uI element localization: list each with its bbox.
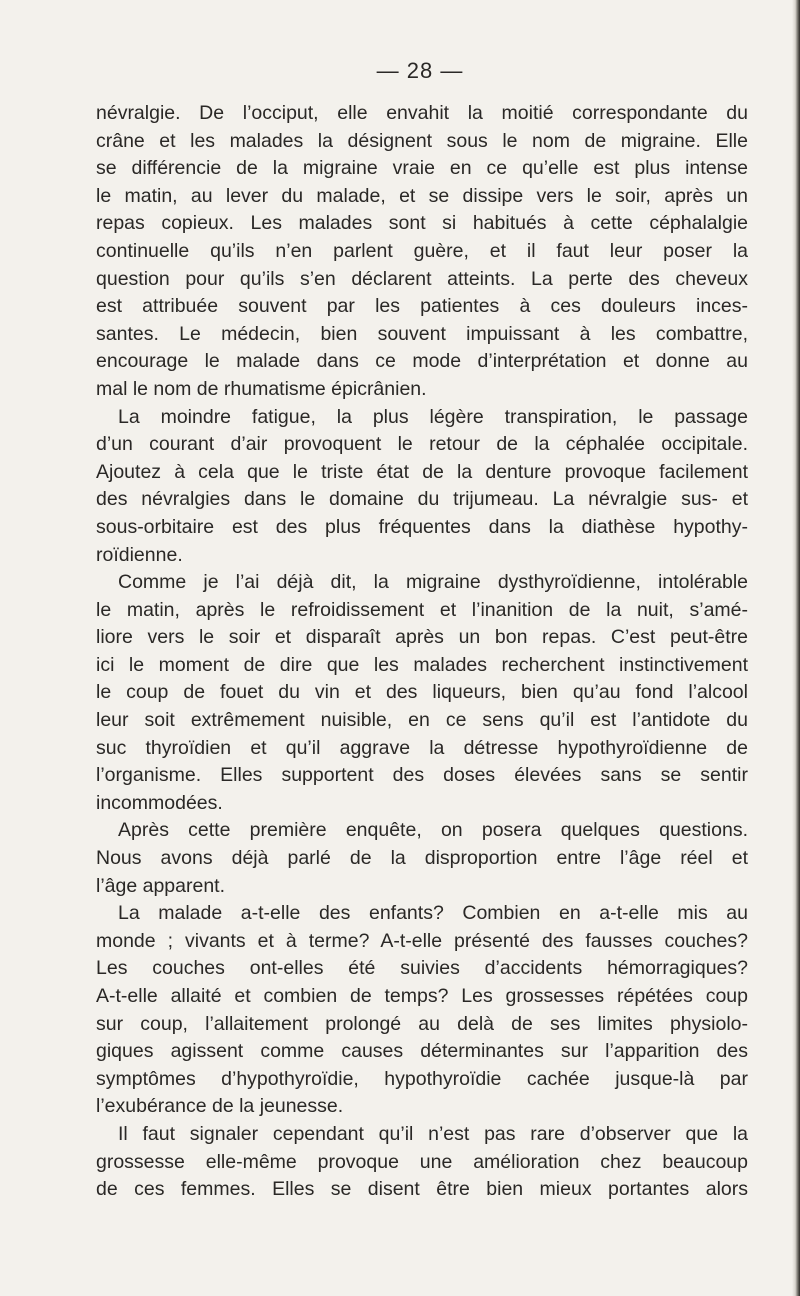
text-line: crâne et les malades la désignent sous le nom de migraine. Elle xyxy=(96,129,748,152)
text-line: l’âge apparent. xyxy=(96,874,226,897)
text-line: se différencie de la migraine vraie en ce qu’elle est plus intense xyxy=(96,157,748,180)
text-line: sur coup, l’allaitement prolongé au delà de ses limites physiolo- xyxy=(96,1012,748,1035)
body-text xyxy=(96,100,748,1204)
text-line: leur soit extrêmement nuisible, en ce sens qu’il est l’antidote du xyxy=(96,709,748,732)
text-line: de ces femmes. Elles se disent être bien mieux portantes alors xyxy=(96,1178,748,1201)
text-line: monde ; vivants et à terme? A-t-elle présenté des fausses couches? xyxy=(96,929,748,952)
text-line: giques agissent comme causes déterminantes sur l’apparition des xyxy=(96,1040,748,1063)
paragraph-start: Comme je l’ai déjà dit, la migraine dysthyroïdienne, intolérable xyxy=(118,571,748,594)
text-line: santes. Le médecin, bien souvent impuissant à les combattre, xyxy=(96,322,748,345)
text-line: Les couches ont-elles été suivies d’accidents hémorragiques? xyxy=(96,957,748,980)
text-line: des névralgies dans le domaine du trijumeau. La névralgie sus- et xyxy=(96,488,748,511)
text-line: le matin, au lever du malade, et se dissipe vers le soir, après un xyxy=(96,184,748,207)
text-line: mal le nom de rhumatisme épicrânien. xyxy=(96,377,427,400)
text-line: symptômes d’hypothyroïdie, hypothyroïdie cachée jusque-là par xyxy=(96,1067,748,1090)
text-line: le matin, après le refroidissement et l’inanition de la nuit, s’amé- xyxy=(96,598,748,621)
text-line: le coup de fouet du vin et des liqueurs, bien qu’au fond l’alcool xyxy=(96,681,748,704)
text-line: l’exubérance de la jeunesse. xyxy=(96,1095,344,1118)
page-edge-shadow xyxy=(792,0,800,1296)
page-number: — 28 — xyxy=(376,58,464,83)
text-line: roïdienne. xyxy=(96,543,183,566)
text-line: repas copieux. Les malades sont si habitués à cette céphalalgie xyxy=(96,212,748,235)
text-line: encourage le malade dans ce mode d’interprétation et donne au xyxy=(96,350,748,373)
text-line: grossesse elle-même provoque une amélioration chez beaucoup xyxy=(96,1150,748,1173)
text-line: suc thyroïdien et qu’il aggrave la détresse hypothyroïdienne de xyxy=(96,736,748,759)
text-line: d’un courant d’air provoquent le retour de la céphalée occipitale. xyxy=(96,433,748,456)
paragraph-start: Il faut signaler cependant qu’il n’est pas rare d’observer que la xyxy=(118,1122,748,1145)
paragraph-start: Après cette première enquête, on posera quelques questions. xyxy=(118,819,748,842)
paragraph-start: La malade a-t-elle des enfants? Combien en a-t-elle mis au xyxy=(118,902,748,925)
text-line: Ajoutez à cela que le triste état de la denture provoque facilement xyxy=(96,460,748,483)
text-line: question pour qu’ils s’en déclarent atteints. La perte des cheveux xyxy=(96,267,748,290)
text-line: ici le moment de dire que les malades recherchent instinctivement xyxy=(96,653,748,676)
text-line: incommodées. xyxy=(96,791,223,814)
text-line: A-t-elle allaité et combien de temps? Les grossesses répétées coup xyxy=(96,985,748,1007)
text-line: l’organisme. Elles supportent des doses élevées sans se sentir xyxy=(96,764,748,787)
text-line: sous-orbitaire est des plus fréquentes dans la diathèse hypothy- xyxy=(96,515,748,538)
text-line: continuelle qu’ils n’en parlent guère, et il faut leur poser la xyxy=(96,239,748,262)
text-line: Nous avons déjà parlé de la disproportion entre l’âge réel et xyxy=(96,847,748,870)
text-line: liore vers le soir et disparaît après un bon repas. C’est peut-être xyxy=(96,626,748,649)
text-line: névralgie. De l’occiput, elle envahit la moitié correspondante du xyxy=(96,102,748,124)
text-line: est attribuée souvent par les patientes à ces douleurs inces- xyxy=(96,295,748,318)
paragraph-start: La moindre fatigue, la plus légère transpiration, le passage xyxy=(118,405,748,428)
